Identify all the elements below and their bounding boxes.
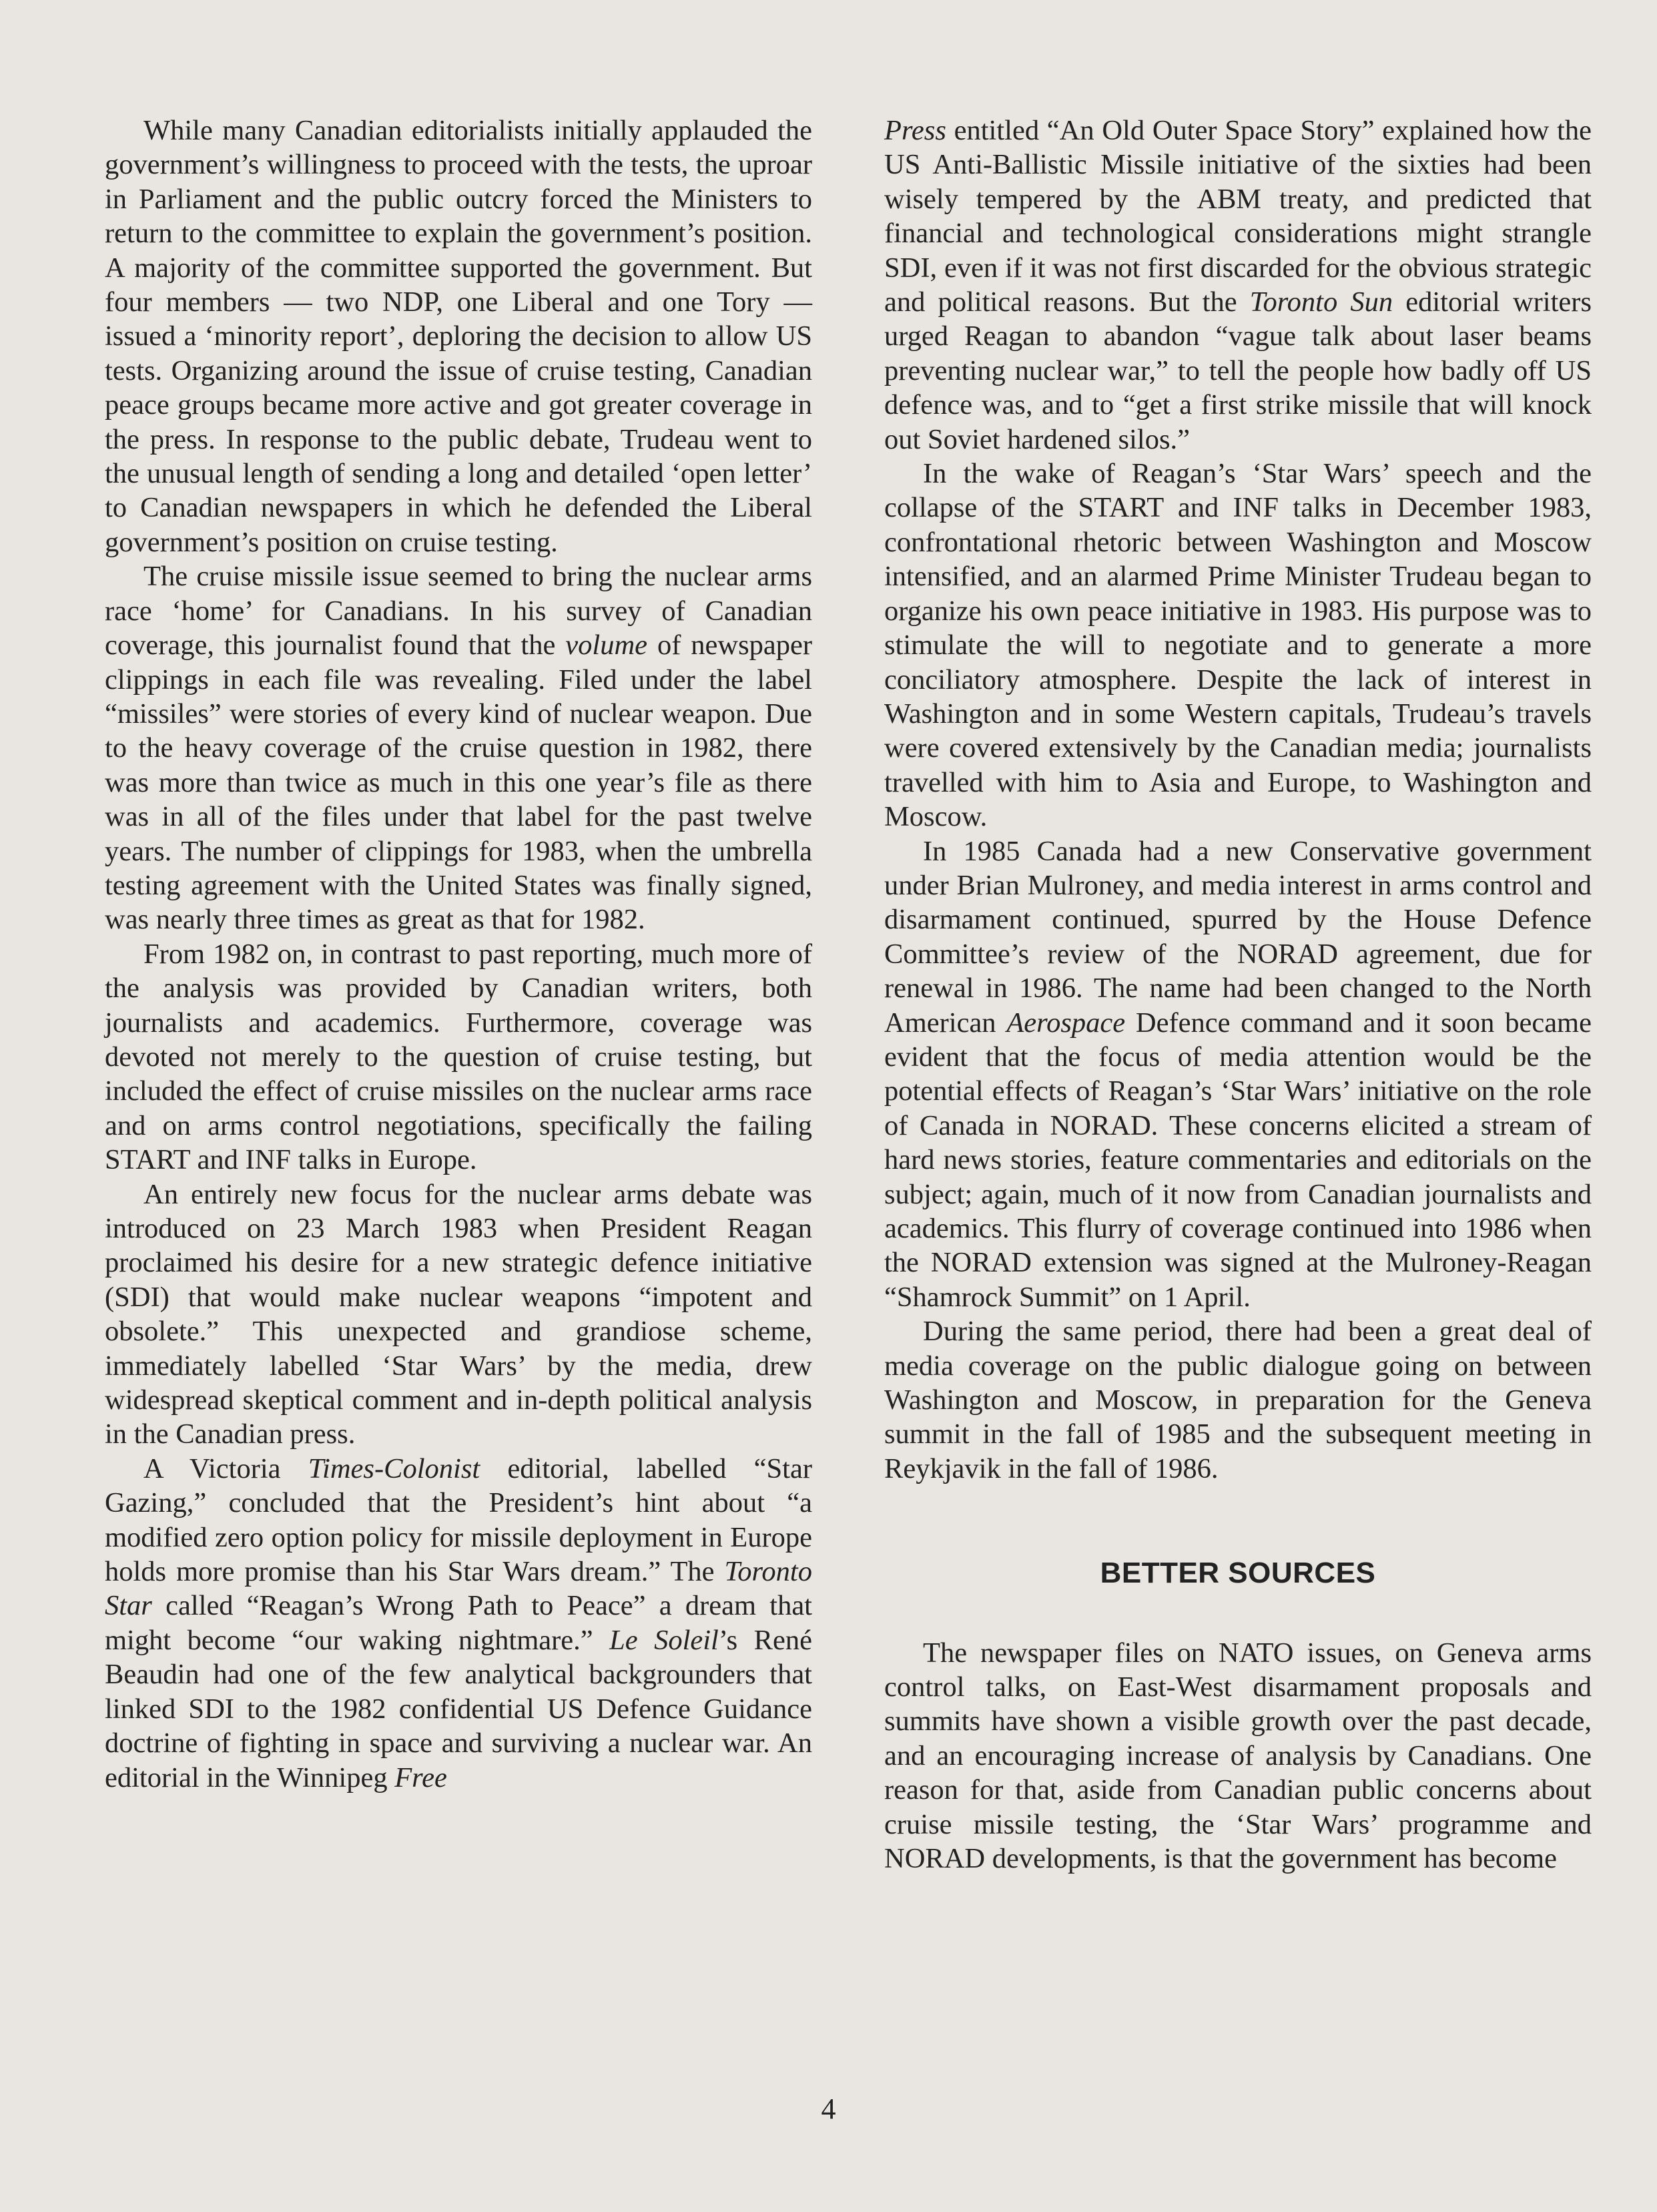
paragraph: The cruise missile issue seemed to bring the nuclear arms race ‘home’ for Canadians. In his survey of Canadian coverage, this journalist found that the volume of newspaper clippings in each file was revealing. Filed under the label “missiles” were stories of every kind of nuclear weapon. Due to the heavy coverage of the cruise question in 1982, there was more than twice as much in this one year’s file as there was in all of the files under that label for the past twelve years. The number of clippings for 1983, when the umbrella testing agreement with the United States was finally signed, was nearly three times as great as that for 1982. [105, 561, 812, 936]
right-column [884, 113, 1592, 1876]
paragraph: In 1985 Canada had a new Conservative government under Brian Mulroney, and media interest in arms control and disarmament continued, spurred by the House Defence Committee’s review of the NORAD agreement, due for renewal in 1986. The name had been changed to the North American Aerospace Defence command and it soon became evident that the focus of media attention would be the potential effects of Reagan’s ‘Star Wars’ initiative on the role of Canada in NORAD. These concerns elicited a stream of hard news stories, feature commentaries and editorials on the subject; again, much of it now from Canadian journalists and academics. This flurry of coverage continued into 1986 when the NORAD extension was signed at the Mulroney-Reagan “Shamrock Summit” on 1 April. [884, 835, 1592, 1313]
paragraph: In the wake of Reagan’s ‘Star Wars’ speech and the collapse of the START and INF talks in December 1983, confrontational rhetoric between Washington and Moscow intensified, and an alarmed Prime Minister Trudeau began to organize his own peace initiative in 1983. His purpose was to stimulate the will to negotiate and to generate a more conciliatory atmosphere. Despite the lack of interest in Washington and in some Western capitals, Trudeau’s travels were covered extensively by the Canadian media; journalists travelled with him to Asia and Europe, to Washington and Moscow. [884, 458, 1592, 833]
paragraph: During the same period, there had been a great deal of media coverage on the public dialogue going on between Washington and Moscow, in preparation for the Geneva summit in the fall of 1985 and the subsequent meeting in Reykjavik in the fall of 1986. [884, 1316, 1592, 1484]
paragraph: A Victoria Times-Colonist editorial, labelled “Star Gazing,” concluded that the President’s hint about “a modified zero option policy for missile deployment in Europe holds more promise than his Star Wars dream.” The Toronto Star called “Reagan’s Wrong Path to Peace” a dream that might become “our waking nightmare.” Le Soleil’s René Beaudin had one of the few analytical backgrounders that linked SDI to the 1982 confidential US Defence Guidance doctrine of fighting in space and surviving a nuclear war. An editorial in the Winnipeg Free [105, 1452, 812, 1793]
paragraph: Press entitled “An Old Outer Space Story” explained how the US Anti-Ballistic Missile initiative of the sixties had been wisely tempered by the ABM treaty, and predicted that financial and technological considerations might strangle SDI, even if it was not first discarded for the obvious strategic and political reasons. But the Toronto Sun editorial writers urged Reagan to abandon “vague talk about laser beams preventing nuclear war,” to tell the people how badly off US defence was, and to “get a first strike missile that will knock out Soviet hardened silos.” [884, 115, 1592, 455]
paragraph: While many Canadian editorialists initially applauded the government’s willingness to proceed with the tests, the uproar in Parliament and the public outcry forced the Ministers to return to the committee to explain the government’s position. A majority of the committee supported the government. But four members — two NDP, one Liberal and one Tory — issued a ‘minority report’, deploring the decision to allow US tests. Organizing around the issue of cruise testing, Canadian peace groups became more active and got greater coverage in the press. In response to the public debate, Trudeau went to the unusual length of sending a long and detailed ‘open letter’ to Canadian newspapers in which he defended the Liberal government’s position on cruise testing. [105, 115, 812, 558]
page-number: 4 [821, 2093, 836, 2125]
paragraph: The newspaper files on NATO issues, on Geneva arms control talks, on East-West disarmament proposals and summits have shown a visible growth over the past decade, and an encouraging increase of analysis by Canadians. One reason for that, aside from Canadian public concerns about cruise missile testing, the ‘Star Wars’ programme and NORAD developments, is that the government has become [884, 1637, 1592, 1875]
paragraph: An entirely new focus for the nuclear arms debate was introduced on 23 March 1983 when President Reagan proclaimed his desire for a new strategic defence initiative (SDI) that would make nuclear weapons “impotent and obsolete.” This unexpected and grandiose scheme, immediately labelled ‘Star Wars’ by the media, drew widespread skeptical comment and in-depth political analysis in the Canadian press. [105, 1178, 812, 1450]
paragraph: From 1982 on, in contrast to past reporting, much more of the analysis was provided by Canadian writers, both journalists and academics. Furthermore, coverage was devoted not merely to the question of cruise testing, but included the effect of cruise missiles on the nuclear arms race and on arms control negotiations, specifically the failing START and INF talks in Europe. [105, 938, 812, 1176]
section-heading: BETTER SOURCES [1100, 1557, 1376, 1590]
left-column [105, 113, 812, 1795]
